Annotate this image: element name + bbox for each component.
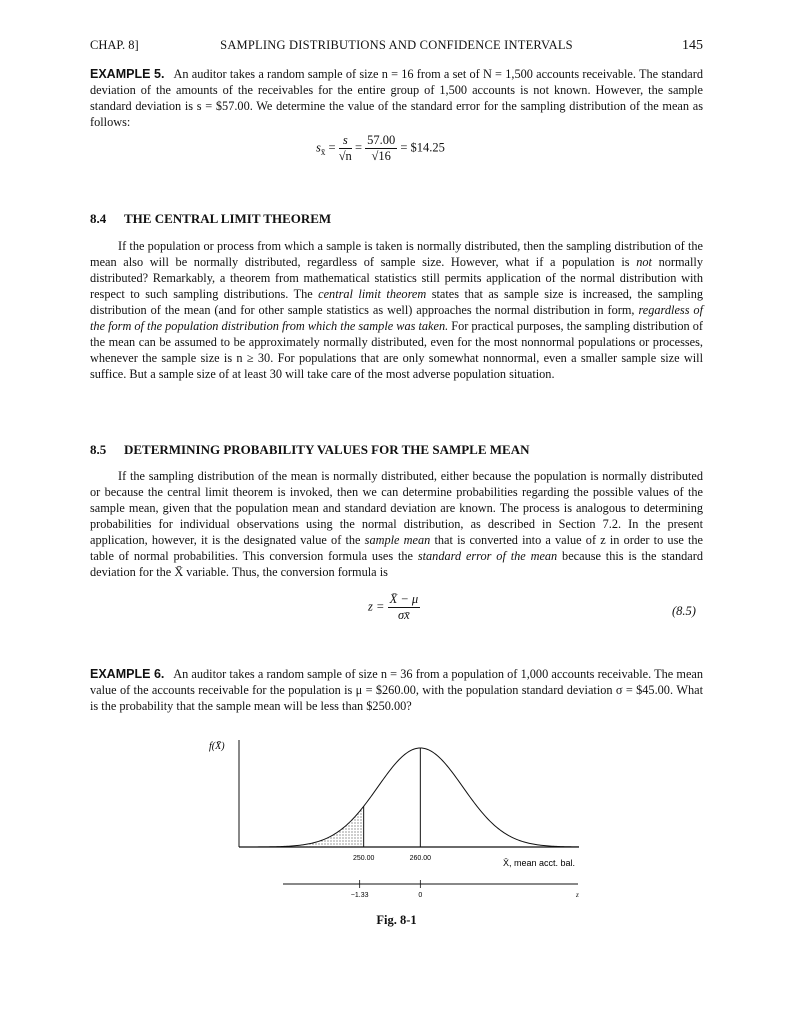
equation-number: (8.5) (672, 604, 696, 618)
z-conversion-equation (368, 592, 420, 623)
example-5-text: An auditor takes a random sample of size n = 16 from a set of N = 1,500 accounts receivable. The standard deviation of the amounts of the receivables for the entire group of 1,500 accounts is not known. However, the sample standard deviation is s = $57.00. We determine the value of the standard error for the sampling distribution of the mean as follows: (90, 67, 703, 129)
z-eq-lhs: z = (368, 599, 385, 614)
normal-curve (239, 748, 579, 847)
s85-em-sample-mean: sample mean (364, 533, 431, 547)
s85-text-1: If the sampling distribution of the mean is normally distributed, either because the population is normally distributed or because the central limit theorem is invoked, then we can determine probabilities regarding the possible values of the sample mean, given that the population mean and standard deviation are known. The process is analogous to determining probabilities for individual observations using the normal distribution, as described in Section 7.2. In the present application, however, it is the designated value of the (90, 469, 703, 547)
s84-text-4: For practical purposes, the sampling distribution of the mean can be assumed to be approximately normally distributed, even for the most nonnormal populations or processes, whenever the sample size is n ≥ 30. For populations that are only somewhat nonnormal, even a smaller sample size will suffice. But a sample size of at least 30 will take care of the most adverse population situation. (90, 319, 703, 381)
z-eq-fraction (388, 592, 421, 623)
running-header (90, 38, 703, 56)
z-eq-num: X̄ − μ (389, 592, 419, 606)
s84-text-3: states that as sample size is increased, the sampling distribution of the mean (and for other sample statistics as well) approaches the normal distribution in form, (90, 287, 703, 317)
eq-frac1-den: √n (338, 149, 352, 163)
figure-caption: Fig. 8-1 (376, 913, 417, 927)
s84-text-2: normally distributed? Remarkably, a theorem from mathematical statistics still permits application of the normal distribution with respect to such sampling distributions. The (90, 255, 703, 301)
eq-lhs-sub: x̄ (320, 146, 326, 157)
section-8-5-heading (90, 442, 529, 458)
running-title: SAMPLING DISTRIBUTIONS AND CONFIDENCE INTERVALS (220, 38, 573, 52)
standard-error-equation (316, 133, 445, 164)
example-6 (90, 666, 703, 714)
eq-lhs: s (316, 140, 321, 155)
z-tick-zero-label: 0 (418, 892, 423, 899)
example-6-text: An auditor takes a random sample of size n = 36 from a population of 1,000 accounts receivable. The mean value of the accounts receivable for the population is μ = $260.00, with the population standard deviation σ = $45.00. What is the probability that the sample mean will be less than $250.00? (90, 667, 704, 713)
y-axis-label: f(X̄) (209, 741, 225, 752)
example-5-label: EXAMPLE 5. (90, 67, 165, 81)
section-8-5-number: 8.5 (90, 442, 107, 457)
section-8-4-number: 8.4 (90, 211, 107, 226)
section-8-4-title: THE CENTRAL LIMIT THEOREM (124, 211, 332, 226)
example-5 (90, 66, 703, 130)
z-axis-label: z (576, 891, 579, 899)
x-axis-label: X̄, mean acct. bal. (503, 858, 576, 868)
eq-equals-1: = (328, 140, 336, 155)
s85-em-standard-error: standard error of the mean (417, 549, 558, 563)
tick-260: 260.00 (409, 855, 432, 862)
s84-em-not: not (636, 255, 652, 269)
z-tick-neg-label: −1.33 (350, 892, 369, 899)
page-number: 145 (682, 38, 703, 53)
s84-text-1: If the population or process from which a sample is taken is normally distributed, then the sampling distribution of the mean also will be normally distributed, regardless of sample size. However, what if a population is (90, 239, 703, 269)
eq-equals-2: = (354, 140, 362, 155)
eq-fraction-2 (365, 133, 397, 164)
eq-frac1-num: s (339, 133, 352, 149)
eq-result: = $14.25 (400, 140, 445, 155)
tick-250: 250.00 (352, 855, 375, 862)
s85-text-3: because this is the standard deviation for the X̄ variable. Thus, the conversion formula is (90, 549, 703, 579)
eq-fraction-1 (339, 133, 352, 164)
section-8-5-title: DETERMINING PROBABILITY VALUES FOR THE SAMPLE MEAN (124, 442, 530, 457)
section-8-5-paragraph (90, 468, 703, 580)
eq-frac2-num: 57.00 (367, 133, 396, 147)
z-eq-den: σx̄ (398, 608, 410, 622)
s84-em-regardless: regardless of the form of the population distribution from which the sample was taken. (90, 303, 703, 333)
section-8-4-heading (90, 211, 331, 227)
chapter-label: CHAP. 8] (90, 38, 139, 52)
s85-text-2: that is converted into a value of z in order to use the table of normal probabilities. This conversion formula uses the (90, 533, 703, 563)
s84-em-clt: central limit theorem (318, 287, 427, 301)
eq-frac2-den: √16 (371, 149, 391, 163)
example-6-label: EXAMPLE 6. (90, 667, 165, 681)
section-8-4-paragraph (90, 238, 703, 382)
normal-curve-figure (195, 735, 595, 905)
